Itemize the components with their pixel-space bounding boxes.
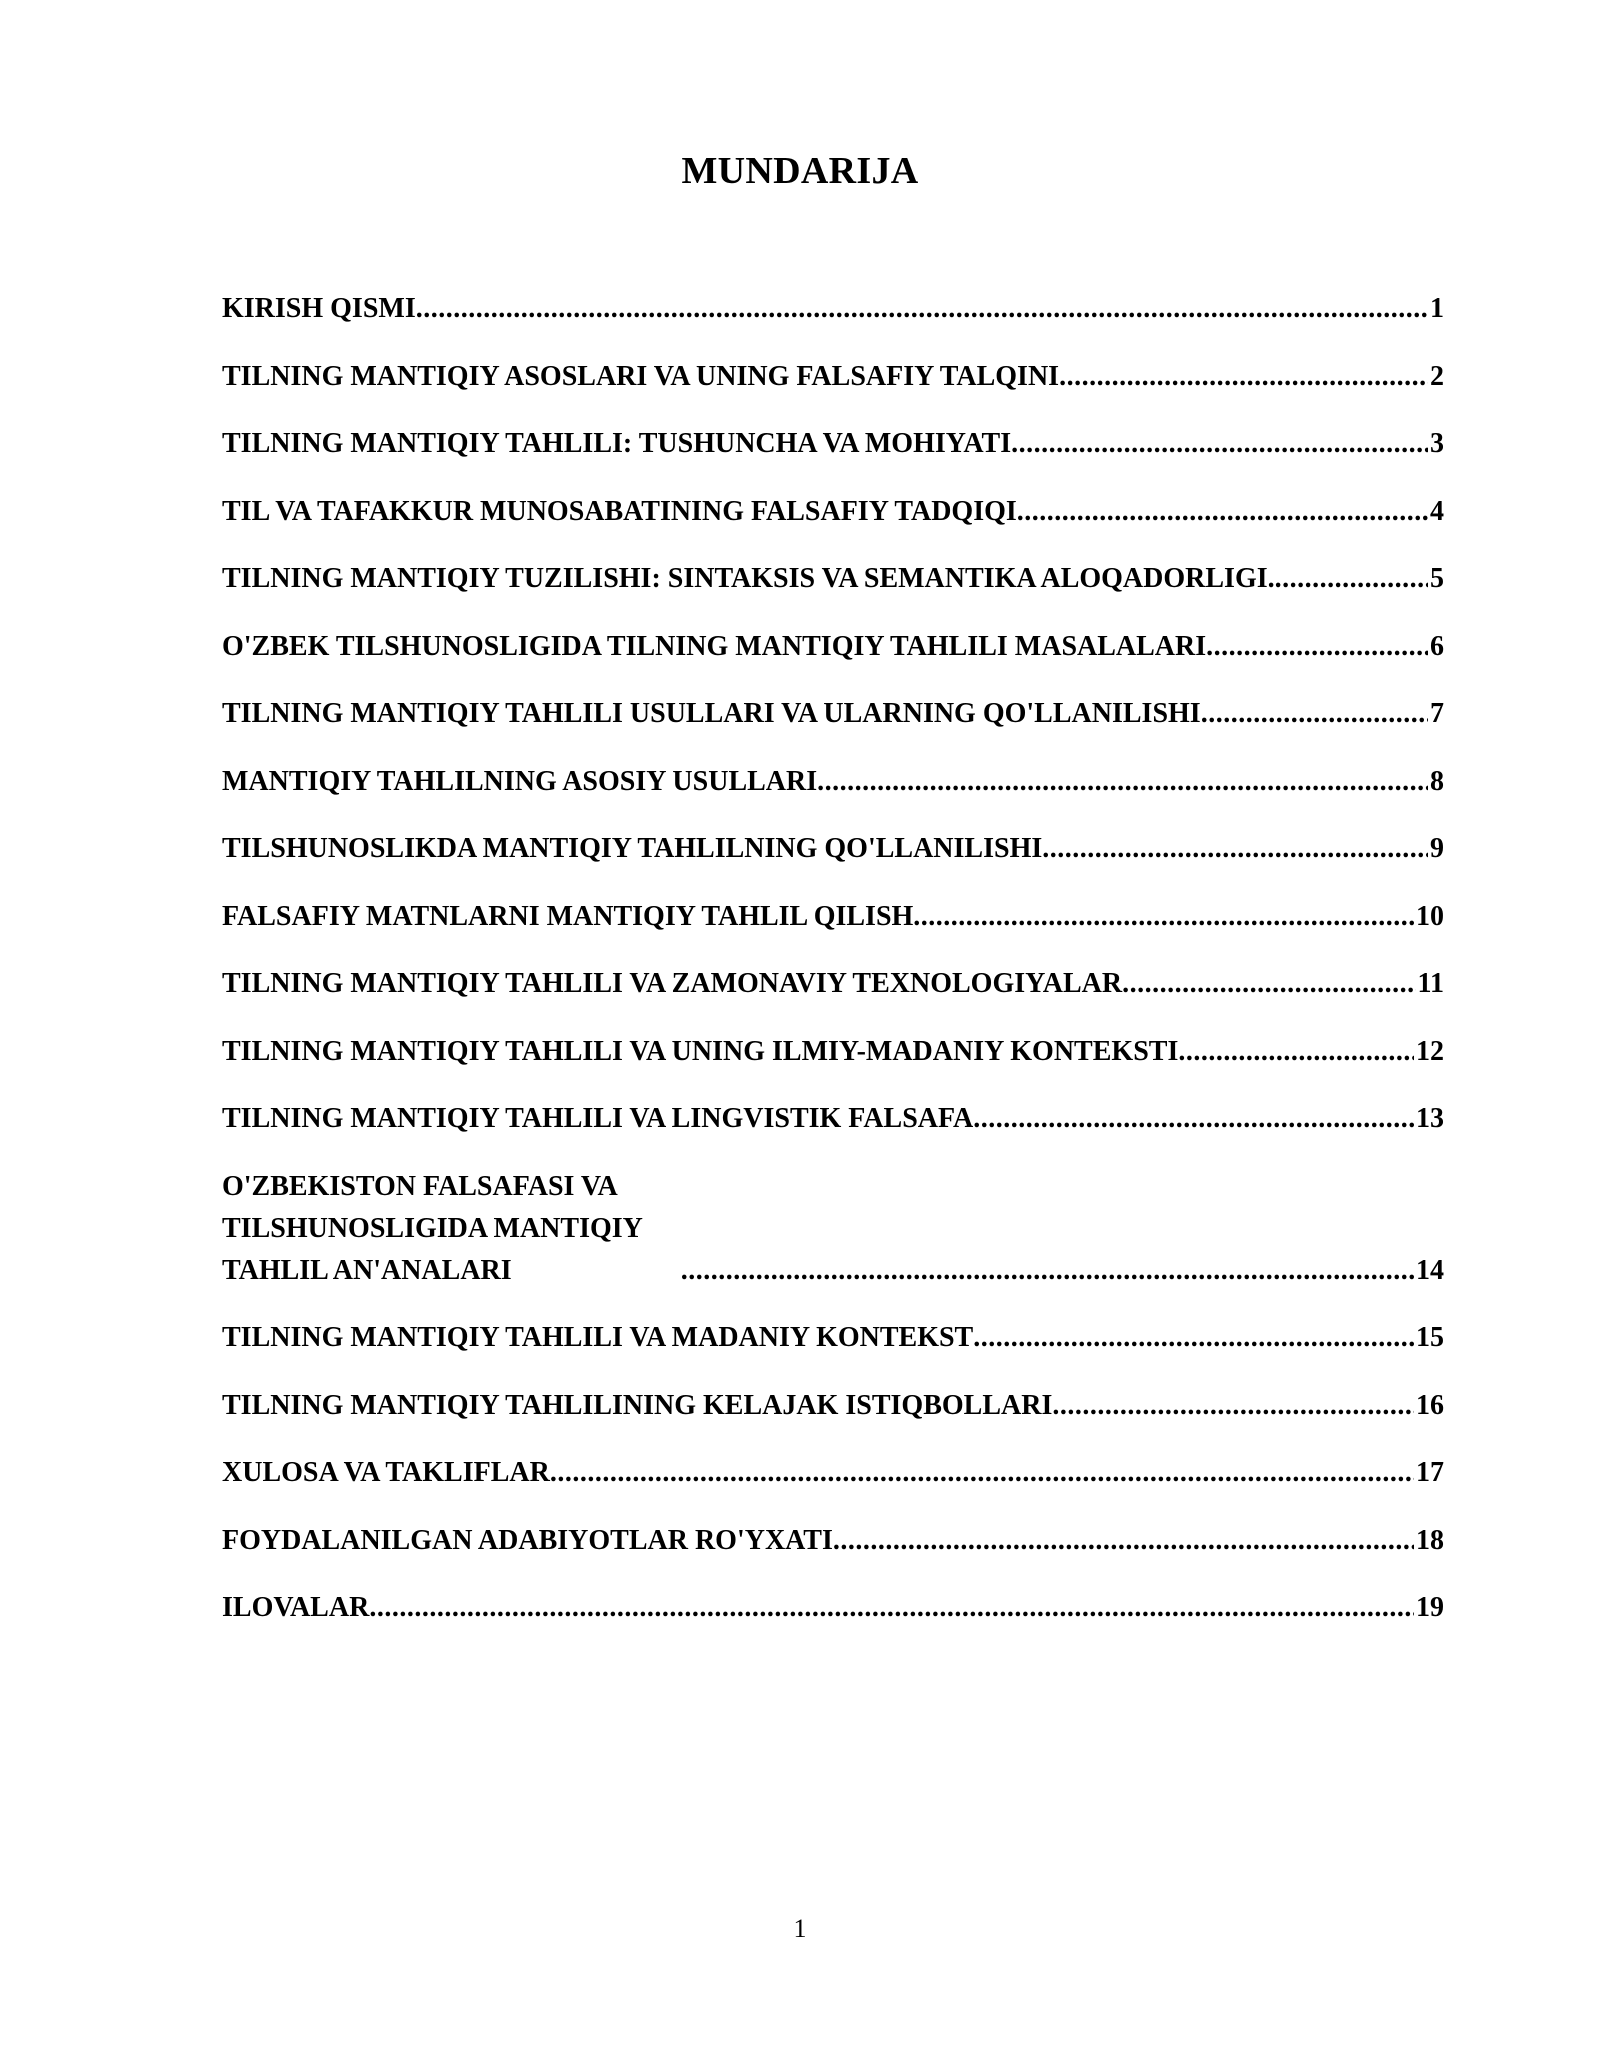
toc-entry[interactable] bbox=[222, 356, 1444, 398]
toc-entry-title: TIL VA TAFAKKUR MUNOSABATINING FALSAFIY TADQIQI bbox=[222, 495, 1017, 527]
dot-leader bbox=[1178, 1031, 1414, 1073]
dot-leader bbox=[1017, 491, 1428, 533]
dot-leader bbox=[1122, 963, 1415, 1005]
toc-entry-title: TILNING MANTIQIY TAHLILI VA MADANIY KONTEKST bbox=[222, 1322, 974, 1353]
toc-entry-page: 3 bbox=[1430, 428, 1444, 459]
toc-entry[interactable] bbox=[222, 1385, 1444, 1427]
toc-entry-title: KIRISH QISMI bbox=[222, 293, 416, 324]
toc-entry-page: 6 bbox=[1430, 630, 1444, 662]
dot-leader bbox=[550, 1452, 1414, 1494]
toc-entry-title: O'ZBEKISTON FALSAFASI VA TILSHUNOSLIGIDA MANTIQIY TAHLIL AN'ANALARI bbox=[222, 1170, 642, 1286]
dot-leader bbox=[369, 1587, 1414, 1629]
toc-entry[interactable] bbox=[222, 626, 1444, 668]
toc-entry[interactable] bbox=[222, 1452, 1444, 1494]
toc-entry[interactable] bbox=[222, 896, 1444, 938]
toc-entry-title: O'ZBEK TILSHUNOSLIGIDA TILNING MANTIQIY TAHLILI MASALALARI bbox=[222, 630, 1207, 662]
toc-entry-page: 11 bbox=[1417, 968, 1444, 999]
toc-entry[interactable] bbox=[222, 1520, 1444, 1562]
toc-entry[interactable] bbox=[222, 558, 1444, 600]
toc-entry-page: 19 bbox=[1416, 1592, 1444, 1623]
toc-entry-title: XULOSA VA TAKLIFLAR bbox=[222, 1457, 550, 1488]
toc-entry-page: 17 bbox=[1416, 1457, 1444, 1488]
toc-entry-page: 9 bbox=[1430, 833, 1444, 864]
toc-entry-page: 10 bbox=[1416, 900, 1444, 932]
page-title: MUNDARIJA bbox=[681, 150, 919, 192]
toc-entry[interactable] bbox=[222, 761, 1444, 803]
toc-entry-page: 15 bbox=[1416, 1322, 1444, 1353]
dot-leader bbox=[1052, 1385, 1414, 1427]
toc-entry-title: TILNING MANTIQIY TAHLILI USULLARI VA ULARNING QO'LLANILISHI bbox=[222, 698, 1201, 729]
toc-entry-title: ILOVALAR bbox=[222, 1592, 370, 1623]
dot-leader bbox=[973, 1317, 1414, 1359]
toc-entry-title: TILNING MANTIQIY TAHLILI VA UNING ILMIY-MADANIY KONTEKSTI bbox=[222, 1035, 1179, 1067]
dot-leader bbox=[1275, 558, 1428, 600]
dot-leader bbox=[913, 896, 1414, 938]
toc-entry-page: 5 bbox=[1430, 563, 1444, 594]
toc-entry[interactable] bbox=[222, 423, 1444, 465]
page-number: 1 bbox=[793, 1914, 807, 1943]
dot-leader bbox=[1059, 356, 1428, 398]
toc-entry-page: 1 bbox=[1430, 293, 1444, 324]
toc-entry-title: MANTIQIY TAHLILNING ASOSIY USULLARI bbox=[222, 765, 818, 797]
toc-entry-title: FALSAFIY MATNLARNI MANTIQIY TAHLIL QILISH bbox=[222, 900, 914, 932]
dot-leader bbox=[973, 1098, 1414, 1140]
toc-entry-page: 13 bbox=[1416, 1103, 1444, 1134]
dot-leader bbox=[817, 761, 1428, 803]
toc-entry[interactable] bbox=[222, 1098, 1444, 1140]
toc-entry-page: 8 bbox=[1430, 765, 1444, 797]
dot-leader bbox=[1201, 693, 1428, 735]
toc-entry-page: 18 bbox=[1416, 1524, 1444, 1556]
toc-entry-page: 12 bbox=[1416, 1035, 1444, 1067]
toc-entry-title: TILNING MANTIQIY TUZILISHI: SINTAKSIS VA SEMANTIKA ALOQADORLIGI. bbox=[222, 563, 1275, 594]
dot-leader bbox=[833, 1520, 1414, 1562]
toc-entry[interactable] bbox=[222, 828, 1444, 870]
table-of-contents bbox=[222, 288, 1444, 1655]
toc-entry-page: 4 bbox=[1430, 495, 1444, 527]
dot-leader bbox=[1011, 423, 1428, 465]
toc-entry-title: TILNING MANTIQIY TAHLILI VA ZAMONAVIY TEXNOLOGIYALAR bbox=[222, 968, 1123, 999]
toc-entry[interactable] bbox=[222, 288, 1444, 330]
dot-leader bbox=[1042, 828, 1428, 870]
dot-leader bbox=[681, 1250, 1414, 1292]
toc-entry-page: 7 bbox=[1430, 698, 1444, 729]
toc-entry[interactable] bbox=[222, 1587, 1444, 1629]
toc-entry-page: 14 bbox=[1416, 1254, 1444, 1286]
toc-entry-title: TILSHUNOSLIKDA MANTIQIY TAHLILNING QO'LLANILISHI bbox=[222, 833, 1043, 864]
dot-leader bbox=[416, 288, 1428, 330]
toc-entry-title: FOYDALANILGAN ADABIYOTLAR RO'YXATI bbox=[222, 1524, 833, 1556]
toc-entry[interactable] bbox=[222, 963, 1444, 1005]
toc-entry-title: TILNING MANTIQIY ASOSLARI VA UNING FALSAFIY TALQINI bbox=[222, 360, 1060, 392]
toc-entry-page: 16 bbox=[1416, 1389, 1444, 1421]
toc-entry-page: 2 bbox=[1430, 360, 1444, 392]
toc-entry[interactable] bbox=[222, 1031, 1444, 1073]
toc-entry[interactable] bbox=[222, 693, 1444, 735]
toc-entry[interactable] bbox=[222, 1317, 1444, 1359]
toc-entry-title: TILNING MANTIQIY TAHLILINING KELAJAK ISTIQBOLLARI bbox=[222, 1389, 1053, 1421]
toc-entry[interactable] bbox=[222, 1166, 1444, 1292]
toc-entry-title: TILNING MANTIQIY TAHLILI: TUSHUNCHA VA MOHIYATI bbox=[222, 428, 1012, 459]
dot-leader bbox=[1206, 626, 1428, 668]
toc-entry[interactable] bbox=[222, 491, 1444, 533]
toc-entry-title: TILNING MANTIQIY TAHLILI VA LINGVISTIK FALSAFA bbox=[222, 1103, 974, 1134]
